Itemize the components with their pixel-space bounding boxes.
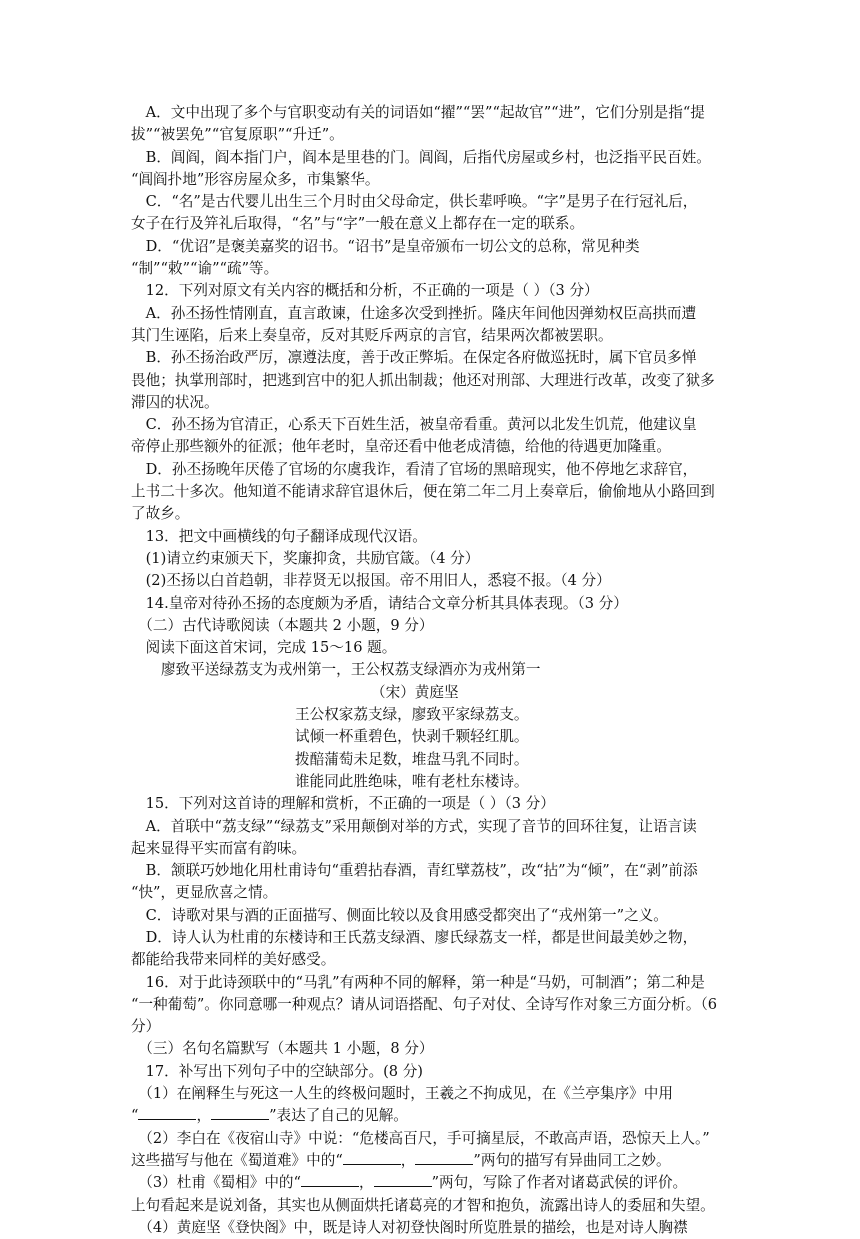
text-line: C．诗歌对果与酒的正面描写、侧面比较以及食用感受都突出了“戎州第一”之义。 (131, 906, 668, 924)
text-line: D．诗人认为杜甫的东楼诗和王氏荔支绿酒、廖氏绿荔支一样，都是世间最美妙之物， (131, 928, 698, 946)
text-line: 15．下列对这首诗的理解和赏析，不正确的一项是（ ）（3 分） (131, 795, 555, 813)
text-line: “阊阎扑地”形容房屋众多，市集繁华。 (131, 170, 380, 188)
poem-line: 谁能同此胜绝味，唯有老杜东楼诗。 (295, 772, 529, 790)
text-line: 起来显得平实而富有韵味。 (131, 839, 307, 857)
text-line: B．孙丕扬治政严厉，凛遵法度，善于改正弊垢。在保定各府做巡抚时，属下官员多惮 (131, 349, 697, 367)
q17-item-2-line-1: （2）李白在《夜宿山寺》中说：“危楼高百尺，手可摘星辰，不敢高声语，恐惊天上人。” (131, 1129, 710, 1147)
text-line: 拔”“被罢免”“官复原职”“升迁”。 (131, 126, 344, 144)
text-line: D．孙丕扬晚年厌倦了官场的尔虞我诈，看清了官场的黑暗现实，他不停地乞求辞官， (131, 460, 698, 478)
text-line: “快”，更显欣喜之情。 (131, 884, 278, 902)
text-line: A．文中出现了多个与官职变动有关的词语如“擢”“罢”“起故官”“进”，它们分别是指“提 (131, 104, 705, 121)
text-line: “制”“敕”“谕”“疏”等。 (131, 260, 279, 278)
text-line: 女子在行及笄礼后取得，“名”与“字”一般在意义上都存在一定的联系。 (131, 215, 585, 233)
text-line: 帝停止那些额外的征派；他年老时，皇帝还看中他老成清德，给他的待遇更加隆重。 (131, 438, 671, 456)
q17-item-1-line-1: （1）在阐释生与死这一人生的终极问题时，王羲之不拘成见，在《兰亭集序》中用 (131, 1085, 673, 1103)
answer-blank[interactable] (301, 1172, 359, 1187)
exam-page (131, 102, 733, 1239)
q17-item-3-line-1 (131, 1172, 733, 1194)
text-fragment: ”表达了自己的见解。 (269, 1107, 408, 1125)
text-line: 分） (131, 1018, 161, 1036)
q17-item-2-line-2 (131, 1150, 733, 1172)
text-line: 16．对于此诗颈联中的“马乳”有两种不同的解释，第一种是“马奶，可制酒”；第二种是 (131, 973, 705, 991)
answer-blank[interactable] (211, 1105, 269, 1120)
text-line: 了故乡。 (131, 505, 190, 523)
text-fragment: ， (358, 1174, 374, 1192)
poem-author: （宋）黄庭坚 (371, 683, 459, 701)
answer-blank[interactable] (343, 1150, 401, 1165)
text-line: 14.皇帝对待孙丕扬的态度颇为矛盾，请结合文章分析其具体表现。（3 分） (131, 594, 628, 612)
text-line: C．孙丕扬为官清正，心系天下百姓生活，被皇帝看重。黄河以北发生饥荒，他建议皇 (131, 416, 697, 434)
text-line: 畏他；执掌刑部时，把逃到宫中的犯人抓出制裁；他还对刑部、大理进行改革，改变了狱多 (131, 371, 715, 389)
q17-item-3-line-2: 上句看起来是说刘备，其实也从侧面烘托诸葛亮的才智和抱负，流露出诗人的委屈和失望。 (131, 1196, 715, 1214)
text-fragment: ”两句，写除了作者对诸葛武侯的评价。 (431, 1174, 688, 1192)
text-fragment: ， (196, 1107, 212, 1125)
text-fragment: ， (400, 1151, 416, 1169)
poem-title: 廖致平送绿荔支为戎州第一，王公权荔支绿酒亦为戎州第一 (161, 661, 541, 679)
text-fragment: 这些描写与他在《蜀道难》中的“ (131, 1151, 343, 1169)
text-fragment: ”两句的描写有异曲同工之妙。 (473, 1151, 671, 1169)
text-line: A．孙丕扬性情刚直，直言敢谏，仕途多次受到挫折。隆庆年间他因弹劾权臣高拱而遭 (131, 304, 697, 322)
answer-blank[interactable] (374, 1172, 432, 1187)
text-line: （二）古代诗歌阅读（本题共 2 小题，9 分） (131, 616, 434, 634)
reading-questions-block (131, 102, 733, 659)
text-line: (1)请立约束颁天下，奖廉抑贪，共励官箴。（4 分） (131, 549, 480, 567)
text-line: 阅读下面这首宋词，完成 15～16 题。 (131, 639, 397, 657)
q17-item-1-line-2 (131, 1105, 733, 1127)
poem-line: 试倾一杯重碧色，快剥千颗轻红肌。 (295, 728, 529, 746)
answer-blank[interactable] (415, 1150, 473, 1165)
text-line: （三）名句名篇默写（本题共 1 小题，8 分） (131, 1040, 434, 1058)
text-line: B．阊阎，阎本指门户，阎本是里巷的门。阊阎，后指代房屋或乡村，也泛指平民百姓。 (131, 148, 711, 166)
text-line: 17．补写出下列句子中的空缺部分。(8 分) (131, 1062, 423, 1080)
answer-blank[interactable] (138, 1105, 196, 1120)
text-line: 都能给我带来同样的美好感受。 (131, 951, 336, 969)
q17-item-4-line-1: （4）黄庭坚《登快阁》中，既是诗人对初登快阁时所览胜景的描绘，也是对诗人胸襟 (131, 1218, 688, 1236)
text-line: 滞囚的状况。 (131, 393, 219, 411)
text-line: 其门生诬陷，后来上奏皇帝，反对其贬斥两京的言官，结果两次都被罢职。 (131, 326, 613, 344)
text-fragment: （3）杜甫《蜀相》中的“ (131, 1174, 301, 1192)
text-line: B．颔联巧妙地化用杜甫诗句“重碧拈春酒，青红擘荔枝”，改“拈”为“倾”，在“剥”前添 (131, 862, 698, 880)
poetry-questions-block (131, 793, 733, 1083)
text-fragment: “ (131, 1107, 139, 1125)
poem-line: 拨醅蒲萄未足数，堆盘马乳不同时。 (295, 750, 529, 768)
text-line: (2)丕扬以白首趋朝，非荐贤无以报国。帝不用旧人，悉寝不报。（4 分） (131, 572, 611, 590)
text-line: D．“优诏”是褒美嘉奖的诏书。“诏书”是皇帝颁布一切公文的总称，常见种类 (131, 237, 640, 255)
text-line: 13．把文中画横线的句子翻译成现代汉语。 (131, 527, 427, 545)
text-line: C．“名”是古代婴儿出生三个月时由父母命定，供长辈呼唤。“字”是男子在行冠礼后， (131, 193, 698, 211)
poem-line: 王公权家荔支绿，廖致平家绿荔支。 (295, 706, 529, 724)
text-line: A．首联中“荔支绿”“绿荔支”采用颠倒对举的方式，实现了音节的回环往复，让语言读 (131, 817, 697, 835)
text-line: 上书二十多次。他知道不能请求辞官退休后，便在第二年二月上奏章后，偷偷地从小路回到 (131, 483, 715, 501)
text-line: “一种葡萄”。你同意哪一种观点？请从词语搭配、句子对仗、全诗写作对象三方面分析。（6 (131, 995, 718, 1013)
text-line: 12．下列对原文有关内容的概括和分析，不正确的一项是（ ）（3 分） (131, 282, 599, 300)
